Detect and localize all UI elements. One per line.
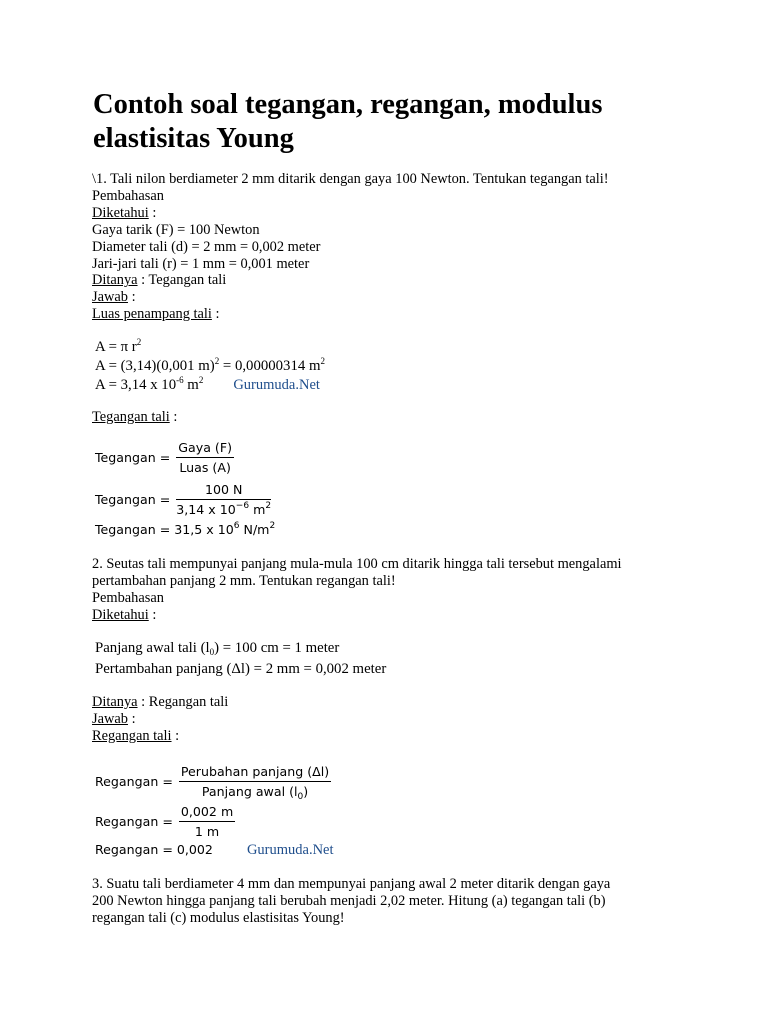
- q2-jawab-label: Jawab: [92, 710, 128, 727]
- q2-diketahui-label: Diketahui: [92, 606, 149, 623]
- q1-diketahui-label: Diketahui: [92, 204, 149, 221]
- q1-jawab-colon: :: [127, 289, 136, 306]
- q2-text: 2. Seutas tali mempunyai panjang mula-mula 100 cm ditarik hingga tali tersebut mengalami pertambahan panjang 2 mm. Tentukan regangan tali! Pembahasan Diketahui :: [92, 556, 622, 623]
- q2-ditanya-label: Ditanya: [92, 694, 138, 710]
- q2-ditanya-value: : Regangan tali: [137, 694, 229, 710]
- q3-line3: regangan tali (c) modulus elastisitas Young!: [92, 909, 345, 926]
- q1-known-radius: Jari-jari tali (r) = 1 mm = 0,001 meter: [92, 255, 310, 272]
- q3-text: [92, 876, 610, 927]
- strain-formula-2: Regangan = $\frac{0,002 m}{1 m}$: [95, 804, 234, 839]
- q1-luas-label: Luas penampang tali: [92, 306, 212, 323]
- q2-question-line1: 2. Seutas tali mempunyai panjang mula-mula 100 cm ditarik hingga tali tersebut mengalami: [92, 556, 622, 572]
- tegangan-label: Tegangan tali :: [92, 409, 178, 425]
- q1-colon: :: [148, 204, 157, 221]
- q1-pembahasan: Pembahasan: [92, 187, 164, 204]
- watermark-gurumuda-2: Gurumuda.Net: [246, 842, 334, 858]
- q1-known-diameter: Diameter tali (d) = 2 mm = 0,002 meter: [92, 238, 321, 255]
- q2-pembahasan: Pembahasan: [92, 589, 164, 606]
- q3-line1: 3. Suatu tali berdiameter 4 mm dan mempunyai panjang awal 2 meter ditarik dengan gaya: [92, 876, 611, 892]
- q1-question: \1. Tali nilon berdiameter 2 mm ditarik dengan gaya 100 Newton. Tentukan tegangan tali!: [92, 171, 609, 187]
- q3-line2: 200 Newton hingga panjang tali berubah menjadi 2,02 meter. Hitung (a) tegangan tali (b): [92, 892, 606, 909]
- q2-regangan-label: Regangan tali: [92, 727, 172, 744]
- q1-jawab-label: Jawab: [92, 289, 128, 306]
- q1-ditanya-value: : Tegangan tali: [137, 272, 227, 289]
- area-formula-1: A = π $r^2$: [95, 337, 142, 355]
- q2-known-extension: Pertambahan panjang (Δl) = 2 mm = 0,002 meter: [95, 661, 387, 677]
- q2-ditanya-block: Ditanya : Regangan tali Jawab : Regangan tali :: [92, 694, 229, 744]
- q1-ditanya-label: Ditanya: [92, 272, 138, 289]
- q1-luas-colon: :: [211, 306, 220, 323]
- q1-text: [92, 171, 609, 323]
- page-title: Contoh soal tegangan, regangan, modulus elastisitas Young: [93, 89, 603, 154]
- strain-formula-1: Regangan = $\frac{\text{Perubahan panjang (Δl)}}{Panjang awal (l_0)}$: [95, 764, 330, 802]
- area-formula-3: A = 3,14 x $10^{-6}$ $m^2$ Gurumuda.Net: [95, 375, 320, 393]
- q1-known-force: Gaya tarik (F) = 100 Newton: [92, 221, 260, 238]
- strain-result: Regangan = 0,002 Gurumuda.Net: [95, 842, 334, 858]
- area-formula-2: A = (3,14)(0,001 m)$^2$ = 0,00000314 $m^2$: [95, 356, 325, 374]
- stress-result: Tegangan = 31,5 x $10^6$ $N/m^2$: [95, 521, 276, 537]
- q2-question-line2: pertambahan panjang 2 mm. Tentukan regangan tali!: [92, 572, 396, 589]
- stress-formula-2: Tegangan = $\frac{100 N}{3,14 x 10^{-6} m^2}$: [95, 482, 272, 517]
- watermark-gurumuda: Gurumuda.Net: [233, 377, 320, 393]
- stress-formula-1: Tegangan = $\frac{\text{Gaya (F)}}{\text{Luas (A)}}$: [95, 440, 232, 475]
- q2-known-length: Panjang awal tali $(l_0) = 100$ cm = 1 meter: [95, 640, 340, 657]
